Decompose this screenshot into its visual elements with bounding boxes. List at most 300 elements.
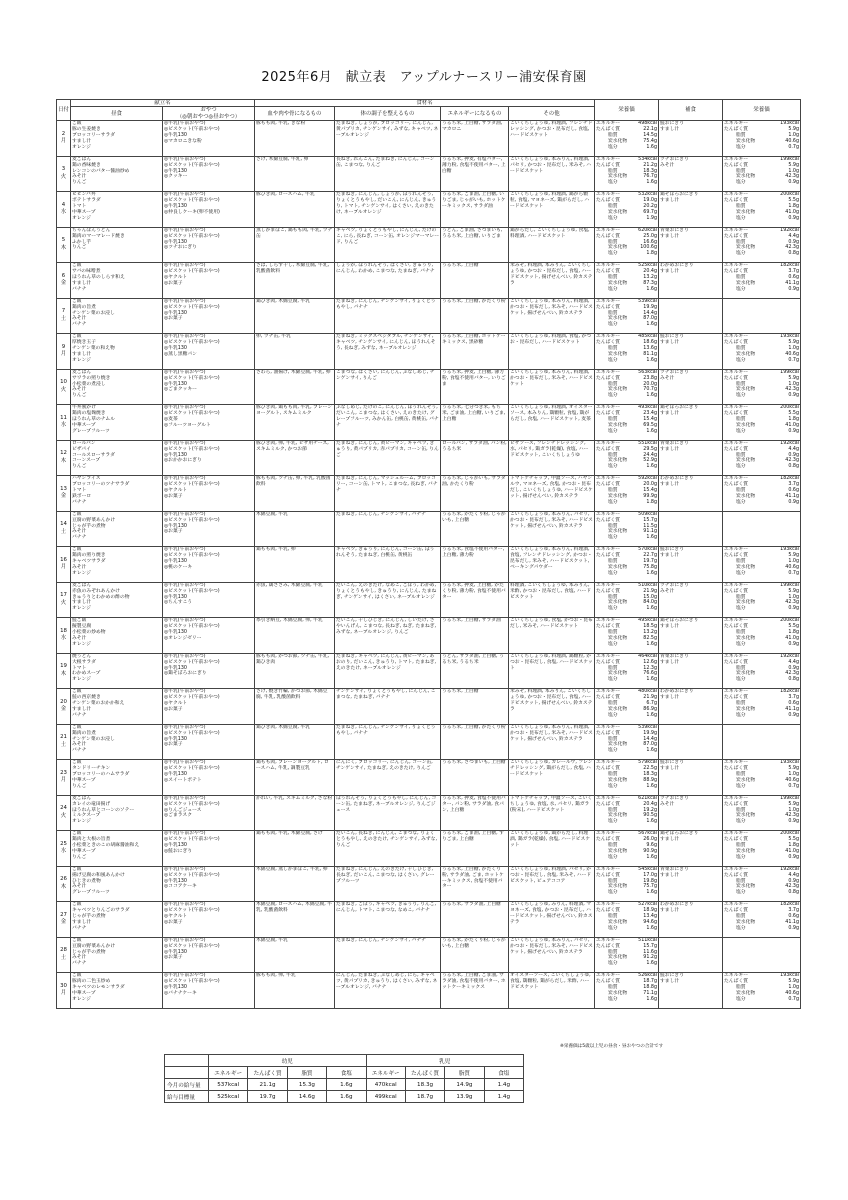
nutrient-label: 炭水化物 — [608, 955, 628, 961]
nutrient-value: 19.0g — [643, 198, 657, 204]
weekday: 火 — [60, 173, 67, 180]
dish-line: バナナ — [72, 286, 87, 292]
nutrition-cell — [595, 795, 659, 831]
snack-cell — [163, 866, 255, 902]
nutrient-value: 42.3g — [785, 671, 799, 677]
day-number: 17 — [60, 592, 67, 599]
snack-line: ◎牛乳(午前おやつ) — [164, 298, 206, 304]
nutrient-value: 17.0g — [643, 872, 657, 878]
nutrient-label: 炭水化物 — [608, 671, 628, 677]
supplement-cell — [659, 511, 723, 547]
nutrient-value: 41.1g — [785, 706, 799, 712]
nutrient-value: 81.1g — [643, 351, 657, 357]
supplement-line: ツナおにぎり — [660, 795, 689, 801]
nutrient-label: 脂質 — [608, 665, 618, 671]
snack-line: ◎ビスケット(午前おやつ) — [164, 695, 220, 701]
nutrient-value: 1.8g — [788, 204, 799, 210]
nutrient-label: エネルギー — [724, 192, 748, 198]
dish-line: チンゲン菜の和え物 — [72, 346, 115, 352]
nutrition-line — [596, 855, 657, 861]
nutrient-value: 532kcal — [638, 192, 657, 198]
dish-line: りんご — [72, 393, 87, 399]
nutrient-label: たんぱく質 — [724, 553, 748, 559]
nutrient-label: たんぱく質 — [596, 162, 620, 168]
nutrition-note: ※栄養価は5歳以上児の昼食・昼おやつの合計です — [560, 1044, 664, 1049]
nutrient-label: 炭水化物 — [736, 919, 756, 925]
dish-cell — [71, 866, 163, 902]
nutrient-label: 脂質 — [608, 452, 618, 458]
nutrient-value: 13.4g — [643, 914, 657, 920]
snack-line: ◎牛乳(午前おやつ) — [164, 263, 206, 269]
ingredient-other: こいくちしょうゆ, 本みりん, パセリ, かつお・昆布だし, 米みそ, ハードビスケット, 揚げせんべい, 鈴カステラ — [509, 937, 595, 973]
nutrition-cell — [595, 902, 659, 938]
ingredient-green: うどん, ごま油, さつまいも, うるち米, 上白糖, いりごま — [441, 227, 509, 263]
nutrient-value: 511kcal — [638, 937, 657, 943]
supplement-line: 青菜おにぎり — [660, 653, 689, 659]
nutrition-line — [724, 784, 799, 790]
dish-line: りんご — [72, 245, 87, 251]
weekday: 月 — [60, 564, 67, 571]
nutrient-value: 16.6g — [643, 239, 657, 245]
nutrient-label: エネルギー — [724, 121, 748, 127]
ingredient-yellow: 長ねぎ, れんこん, たまねぎ, にんじん, コーン缶, こまつな, りんご — [335, 156, 441, 192]
snack-line: ◎牛乳130 — [164, 630, 187, 636]
ingredient-other: こいくちしょうゆ, 本みりん, 料理酒, 食塩, フレンチドレッシング, かつお・昆布だし, 米みそ, ハードビスケット, ベーキングパウダー — [509, 547, 595, 583]
summary-value: 470kcal — [366, 1079, 405, 1091]
ingredient-green: うるち米, 押麦, 食塩不使用バター, パン粉, サラダ油, 食パン, 上白糖 — [441, 795, 509, 831]
dish-line: ご飯 — [72, 121, 82, 127]
nutrient-value: 5.9g — [788, 553, 799, 559]
dish-line: きゅうりとわかめの酢の物 — [72, 594, 130, 600]
day-number: 18 — [60, 627, 67, 634]
dish-line: 麦ごはん — [72, 795, 92, 801]
nutrient-label: エネルギー — [596, 689, 620, 695]
nutrient-label: たんぱく質 — [724, 233, 748, 239]
header-menu-name: 献立名 — [71, 100, 255, 107]
dish-line: 牛丼風かけ — [72, 405, 96, 411]
nutrient-value: 551kcal — [638, 440, 657, 446]
ingredient-red: かれい, 牛乳, スキムミルク, さな粉 — [255, 795, 335, 831]
weekday: 月 — [60, 777, 67, 784]
dish-cell — [71, 618, 163, 654]
supplement-line: すまし汁 — [660, 446, 680, 452]
menu-row — [57, 121, 801, 157]
nutrient-value: 14.4g — [643, 310, 657, 316]
nutrient-value: 40.6g — [785, 990, 799, 996]
dish-cell — [71, 795, 163, 831]
nutrient-value: 15.0g — [643, 594, 657, 600]
nutrient-value: 1.6g — [646, 570, 657, 576]
menu-row — [57, 724, 801, 760]
ingredient-yellow: ほうれんそう, りょくとうもやし, にんじん, コーン缶, たまねぎ, ネーブルオレンジ, りんごジュース — [335, 795, 441, 831]
dish-cell — [71, 973, 163, 1009]
nutrient-label: たんぱく質 — [724, 659, 748, 665]
nutrient-label: エネルギー — [596, 795, 620, 801]
nutrient-label: 脂質 — [736, 985, 746, 991]
nutrition-line — [596, 677, 657, 683]
dish-line: グレープフルーツ — [72, 428, 110, 434]
dish-line: ご飯 — [72, 334, 82, 340]
nutrition-line — [596, 322, 657, 328]
supplement-line: すまし汁 — [660, 872, 680, 878]
ingredient-red: 木綿豆腐, 牛乳 — [255, 511, 335, 547]
dish-line: ポテトサラダ — [72, 198, 101, 204]
nutrition-cell — [595, 298, 659, 334]
snack-cell — [163, 582, 255, 618]
supplement-line: 鶏そぼろおにぎり — [660, 405, 699, 411]
snack-line: ◎ビスケット(午前おやつ) — [164, 375, 220, 381]
ingredient-yellow: キャベツ, きゅうり, にんじん, コーン缶, ほうれんそう, たまねぎ, 白桃缶, 黄桃缶 — [335, 547, 441, 583]
nutrient-label: 脂質 — [736, 417, 746, 423]
snack-line: ◎牛乳130 — [164, 381, 187, 387]
dish-cell — [71, 760, 163, 796]
nutrient-value: 84.0g — [643, 600, 657, 606]
weekday: 火 — [60, 812, 67, 819]
snack-line: ◎牛乳(午前おやつ) — [164, 227, 206, 233]
dish-cell — [71, 511, 163, 547]
dish-cell — [71, 440, 163, 476]
snack-line: ◎牛乳130 — [164, 878, 187, 884]
nutrient-label: 塩分 — [608, 748, 618, 754]
date-cell — [57, 156, 71, 192]
header-green: エネルギーになるもの — [441, 107, 509, 121]
nutrition-cell — [595, 689, 659, 725]
dish-line: ほうれん草のナムル — [72, 417, 115, 423]
nutrient-value: 1.0g — [788, 594, 799, 600]
dish-line: オレンジ — [72, 819, 91, 825]
ingredient-other: こいくちしょうゆ, 食塩, かつお・昆布だし, 米みそ, ハードビスケット — [509, 618, 595, 654]
snack-line: ◎鶏そぼろおにぎり — [164, 671, 207, 677]
supplement-cell — [659, 973, 723, 1009]
nutrient-label: 脂質 — [608, 523, 618, 529]
nutrient-value: 87.0g — [643, 742, 657, 748]
nutrient-value: 0.7g — [788, 570, 799, 576]
snack-line: ◎仲良しケーキ(卵不使用) — [164, 209, 220, 215]
menu-row — [57, 795, 801, 831]
summary-value: 14.6g — [287, 1091, 326, 1103]
nutrient-label: 塩分 — [736, 180, 746, 186]
dish-line: サワラの照り焼き — [72, 375, 111, 381]
ingredient-green: うるち米, ごま油, 上白糖, すりごま, 上白糖 — [441, 831, 509, 867]
nutrition-line — [596, 251, 657, 257]
nutrient-value: 69.5g — [643, 422, 657, 428]
weekday: 金 — [60, 919, 67, 926]
header-nutrition-2: 栄養価 — [723, 100, 801, 121]
nutrient-label: たんぱく質 — [724, 127, 748, 133]
snack-cell — [163, 795, 255, 831]
nutrition-cell — [595, 973, 659, 1009]
nutrient-label: 脂質 — [608, 381, 618, 387]
ingredient-yellow: チンゲンサイ, りょくとうもやし, にんじん, こまつな, たまねぎ, バナナ — [335, 689, 441, 725]
menu-row — [57, 582, 801, 618]
day-number: 16 — [60, 556, 67, 563]
dish-line: みそ汁 — [72, 742, 87, 748]
ingredient-yellow: だいこん, 長ねぎ, にんじん, こまつな, りょくとうもやし, えのきたけ, チンゲンサイ, みずな, りんご — [335, 831, 441, 867]
supplement-line: すまし汁 — [660, 482, 680, 488]
supplement-cell — [659, 795, 723, 831]
ingredient-other: こいくちしょうゆ, 料理酒, パセリ, かつお・昆布だし, 食塩, 米みそ, ハードビスケット, ピュアココア — [509, 866, 595, 902]
menu-body — [57, 121, 801, 1009]
ingredient-green: うるち米, 上白糖 — [441, 263, 509, 299]
nutrient-value: 545kcal — [638, 866, 657, 872]
snack-line: ◎牛乳130 — [164, 239, 187, 245]
snack-line: ◎ツナおにぎり — [164, 245, 197, 251]
nutrient-label: エネルギー — [596, 937, 620, 943]
nutrient-value: 12.6g — [643, 659, 657, 665]
nutrient-value: 192kcal — [780, 440, 799, 446]
ingredient-yellow: たまねぎ, にんじん, チンゲンサイ, バナナ — [335, 511, 441, 547]
date-cell — [57, 724, 71, 760]
nutrient-label: 塩分 — [608, 535, 618, 541]
snack-line: ◎クッキー — [164, 174, 188, 180]
nutrient-value: 41.1g — [785, 919, 799, 925]
nutrient-value: 1.6g — [646, 357, 657, 363]
dish-line: すまし汁 — [72, 706, 92, 712]
nutrient-label: 炭水化物 — [736, 564, 756, 570]
nutrient-label: たんぱく質 — [596, 304, 620, 310]
supplement-line: 鶏そぼろおにぎり — [660, 192, 699, 198]
nutrient-label: エネルギー — [724, 831, 748, 837]
nutrient-label: 脂質 — [736, 807, 746, 813]
dish-line: みそ汁 — [72, 955, 87, 961]
snack-line: ◎オレンジゼリー — [164, 635, 202, 641]
nutrient-label: たんぱく質 — [724, 837, 748, 843]
snack-cell — [163, 263, 255, 299]
dish-line: タンドリーチキン — [72, 766, 111, 772]
nutrient-label: たんぱく質 — [596, 482, 620, 488]
nutrient-value: 0.9g — [788, 712, 799, 718]
dish-line: チンゲン菜のお浸し — [72, 736, 115, 742]
nutrient-value: 75.4g — [643, 138, 657, 144]
nutrient-label: エネルギー — [724, 795, 748, 801]
supplement-cell — [659, 405, 723, 441]
ingredient-other: 料理酒, こいくちしょうゆ, 本みりん, 米酢, かつお・昆布だし, 食塩, ハードビスケット — [509, 582, 595, 618]
nutrition-cell — [595, 476, 659, 512]
nutrient-value: 15.7g — [643, 943, 657, 949]
ingredient-green: うるち米, 上白糖, かたくり粉, サラダ油, ごま, ホットケーキミックス, 食塩不使用バター — [441, 866, 509, 902]
summary-value: 1.6g — [327, 1091, 366, 1103]
nutrient-value: 193kcal — [780, 760, 799, 766]
nutrient-label: 炭水化物 — [608, 919, 628, 925]
day-number: 25 — [60, 840, 67, 847]
snack-line: ◎牛乳(午前おやつ) — [164, 724, 206, 730]
nutrient-label: 塩分 — [736, 641, 746, 647]
nutrient-value: 570kcal — [638, 547, 657, 553]
nutrient-label: たんぱく質 — [596, 624, 620, 630]
dish-line: ご飯 — [72, 689, 82, 695]
nutrient-value: 0.7g — [788, 996, 799, 1002]
menu-row — [57, 511, 801, 547]
snack-line: ◎牛乳(午前おやつ) — [164, 973, 206, 979]
nutrient-label: 塩分 — [608, 819, 618, 825]
nutrition-line — [596, 571, 657, 577]
dish-line: ひじきの煮物 — [72, 878, 101, 884]
dish-line: バナナ — [72, 499, 87, 505]
nutrient-label: 塩分 — [608, 854, 618, 860]
nutrient-label: 脂質 — [608, 736, 618, 742]
snack-cell — [163, 724, 255, 760]
nutrient-value: 3.7g — [788, 908, 799, 914]
menu-row — [57, 866, 801, 902]
nutrition-line — [596, 358, 657, 364]
snack-line: ◎麦茶 — [164, 417, 178, 423]
nutrient-value: 193kcal — [780, 547, 799, 553]
nutrient-value: 99.9g — [643, 493, 657, 499]
day-number: 13 — [60, 485, 67, 492]
ingredient-other: トマトケチャップ, 中濃ソース, こいくちしょうゆ, 食塩, 水, パセリ, 鶏ガラ(粉末), ハードビスケット — [509, 795, 595, 831]
nutrient-label: たんぱく質 — [724, 766, 748, 772]
dish-line: じゃが芋の煮物 — [72, 949, 106, 955]
nutrient-value: 13.2g — [643, 275, 657, 281]
supplement-line: すまし汁 — [660, 233, 680, 239]
nutrition-2-cell — [723, 334, 801, 370]
nutrition-2-cell — [723, 405, 801, 441]
dish-line: みそ汁 — [72, 529, 87, 535]
nutrient-value: 13.2g — [643, 630, 657, 636]
nutrient-value: 41.0g — [785, 848, 799, 854]
ingredient-red: 豚もも肉, ツナ缶, 卵, 牛乳, 乳酸菌飲料 — [255, 476, 335, 512]
nutrient-value: 539kcal — [638, 298, 657, 304]
dish-line: みそ汁 — [72, 884, 87, 890]
nutrition-line — [724, 500, 799, 506]
ingredient-other: こいくちしょうゆ, 料理酒, 食塩, かつお・昆布だし, ハードビスケット — [509, 334, 595, 370]
ingredient-green: うるち米, さつまいも, 上白糖 — [441, 760, 509, 796]
summary-value: 19.7g — [248, 1091, 287, 1103]
nutrient-value: 1.6g — [646, 606, 657, 612]
nutrient-label: 塩分 — [736, 144, 746, 150]
date-cell — [57, 263, 71, 299]
nutrient-label: エネルギー — [596, 866, 620, 872]
nutrient-label: エネルギー — [596, 902, 620, 908]
nutrient-label: 脂質 — [608, 843, 618, 849]
supplement-line: すまし汁 — [660, 198, 680, 204]
snack-line: ◎スイートポテト — [164, 777, 202, 783]
nutrient-label: 塩分 — [736, 286, 746, 292]
nutrient-label: 脂質 — [736, 452, 746, 458]
snack-line: ◎ビスケット(午前おやつ) — [164, 340, 220, 346]
nutrient-value: 1.6g — [646, 996, 657, 1002]
weekday: 火 — [60, 386, 67, 393]
nutrition-line — [596, 606, 657, 612]
nutrient-label: たんぱく質 — [724, 695, 748, 701]
snack-line: ◎ビスケット(午前おやつ) — [164, 837, 220, 843]
nutrient-label: 脂質 — [736, 239, 746, 245]
nutrient-value: 1.8g — [788, 417, 799, 423]
dish-line: 大根サラダ — [72, 659, 96, 665]
snack-cell — [163, 476, 255, 512]
dish-line: ご飯 — [72, 831, 82, 837]
nutrient-label: たんぱく質 — [724, 624, 748, 630]
nutrient-label: 脂質 — [608, 239, 618, 245]
date-cell — [57, 192, 71, 228]
dish-line: すまし汁 — [72, 138, 92, 144]
nutrition-2-cell — [723, 795, 801, 831]
snack-line: ◎牛乳(午前おやつ) — [164, 156, 206, 162]
nutrient-label: 炭水化物 — [608, 422, 628, 428]
nutrient-value: 509kcal — [638, 511, 657, 517]
dish-line: ご飯 — [72, 724, 82, 730]
menu-table — [56, 99, 801, 1009]
nutrition-cell — [595, 440, 659, 476]
ingredient-red: 木綿豆腐, 牛乳 — [255, 937, 335, 973]
nutrition-2-cell — [723, 476, 801, 512]
nutrient-label: 炭水化物 — [736, 280, 756, 286]
nutrient-label: 炭水化物 — [608, 564, 628, 570]
nutrition-cell — [595, 582, 659, 618]
nutrient-value: 1.8g — [788, 843, 799, 849]
snack-line: ◎お菓子 — [164, 919, 183, 925]
nutrition-line — [596, 784, 657, 790]
nutrition-2-cell — [723, 298, 801, 334]
nutrient-value: 1.6g — [646, 393, 657, 399]
nutrition-line — [596, 393, 657, 399]
nutrient-value: 1.6g — [646, 677, 657, 683]
dish-line: りんご — [72, 854, 87, 860]
dish-line: 揚げ豆腐の和風あんかけ — [72, 872, 125, 878]
nutrient-label: たんぱく質 — [596, 588, 620, 594]
summary-value: 1.4g — [484, 1091, 523, 1103]
nutrient-value: 41.1g — [785, 493, 799, 499]
dish-line: りんご — [72, 783, 87, 789]
nutrient-label: 炭水化物 — [736, 777, 756, 783]
snack-line: ◎ビスケット(午前おやつ) — [164, 127, 220, 133]
snack-cell — [163, 760, 255, 796]
dish-line: ご飯 — [72, 973, 82, 979]
dish-cell — [71, 263, 163, 299]
snack-line: ◎ビスケット(午前おやつ) — [164, 233, 220, 239]
nutrient-value: 76.6g — [643, 671, 657, 677]
snack-line: ◎ビスケット(午前おやつ) — [164, 446, 220, 452]
dish-cell — [71, 582, 163, 618]
nutrient-value: 526kcal — [638, 973, 657, 979]
nutrient-label: 炭水化物 — [736, 138, 756, 144]
dish-line: ご飯 — [72, 760, 82, 766]
dish-line: トマト — [72, 488, 87, 494]
nutrient-value: 20.2g — [643, 204, 657, 210]
menu-row — [57, 973, 801, 1009]
snack-line: ◎牛乳(午前おやつ) — [164, 618, 206, 624]
menu-row — [57, 653, 801, 689]
nutrient-value: 21.2g — [643, 162, 657, 168]
supplement-cell — [659, 582, 723, 618]
nutrient-label: 脂質 — [608, 168, 618, 174]
summary-col-header: 食塩 — [327, 1067, 366, 1079]
date-cell — [57, 973, 71, 1009]
snack-line: ◎ビスケット(午前おやつ) — [164, 730, 220, 736]
nutrient-value: 52.9g — [643, 458, 657, 464]
nutrient-label: 炭水化物 — [608, 493, 628, 499]
ingredient-other: こいくちしょうゆ, カレールウ, フレンチドレッシング, 鶏がらだし, 食塩, ハードビスケット — [509, 760, 595, 796]
summary-value: 537kcal — [209, 1079, 248, 1091]
summary-value: 15.3g — [287, 1079, 326, 1091]
day-number: 30 — [60, 982, 67, 989]
nutrient-value: 199kcal — [780, 369, 799, 375]
nutrient-label: 脂質 — [608, 133, 618, 139]
nutrient-value: 19.7g — [643, 559, 657, 565]
supplement-line: わかめおにぎり — [660, 263, 694, 269]
dish-line: オレンジ — [72, 996, 91, 1002]
weekday: 土 — [60, 528, 67, 535]
nutrient-label: エネルギー — [596, 476, 620, 482]
nutrition-2-cell — [723, 653, 801, 689]
nutrient-label: 塩分 — [736, 499, 746, 505]
nutrition-2-cell — [723, 902, 801, 938]
nutrient-label: 脂質 — [736, 914, 746, 920]
dish-line: 中華スープ — [72, 848, 96, 854]
day-number: 11 — [60, 414, 67, 421]
nutrient-label: たんぱく質 — [724, 269, 748, 275]
nutrient-value: 13.6g — [643, 346, 657, 352]
